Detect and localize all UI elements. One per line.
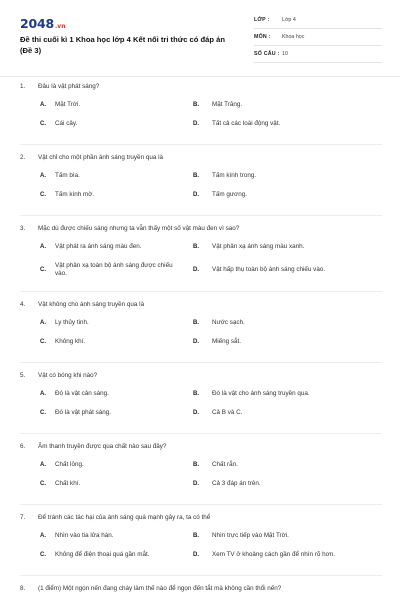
option-text: Vật phát ra ánh sáng màu đen. xyxy=(55,243,142,251)
option-letter: B. xyxy=(193,244,199,251)
option-letter: B. xyxy=(193,533,199,540)
option-d[interactable] xyxy=(193,337,382,348)
option-text: Nhìn vào tia lửa hàn. xyxy=(55,532,114,540)
question-text xyxy=(20,442,382,451)
meta-value: Lớp 4 xyxy=(282,17,296,23)
question-stem: (1 điểm) Một ngọn nến đang cháy làm thế nào để ngọn đến tắt mà không cần thổi nến? xyxy=(38,585,282,592)
option-row xyxy=(20,389,382,400)
option-text: Đó là vật cho ánh sáng truyền qua. xyxy=(212,390,310,398)
option-b[interactable] xyxy=(193,531,382,542)
option-letter: B. xyxy=(193,462,199,469)
question-stem: Âm thanh truyền được qua chất nào sau đây? xyxy=(38,443,167,450)
option-letter: C. xyxy=(40,552,46,559)
option-row xyxy=(20,100,382,111)
question-3 xyxy=(20,224,382,279)
question-1 xyxy=(20,80,382,130)
option-row xyxy=(20,119,382,130)
option-text: Ly thủy tinh. xyxy=(55,319,89,327)
question-text xyxy=(20,371,382,380)
option-text: Nước sạch. xyxy=(212,319,245,327)
option-b[interactable] xyxy=(193,460,382,471)
option-a[interactable] xyxy=(20,242,193,253)
option-text: Cả 3 đáp án trên. xyxy=(212,480,261,488)
option-c[interactable] xyxy=(20,119,193,130)
options xyxy=(20,242,382,279)
question-divider xyxy=(20,433,382,434)
option-letter: A. xyxy=(40,173,46,180)
option-letter: C. xyxy=(40,121,46,128)
option-d[interactable] xyxy=(193,550,382,561)
question-divider xyxy=(20,575,382,576)
question-number: 1. xyxy=(20,83,26,90)
option-letter: C. xyxy=(40,266,46,273)
option-text: Tất cả các loài động vật. xyxy=(212,120,281,128)
option-letter: A. xyxy=(40,320,46,327)
meta-label: MÔN : xyxy=(254,34,271,40)
option-text: Vật hấp thụ toàn bộ ánh sáng chiếu vào. xyxy=(212,265,326,273)
option-letter: B. xyxy=(193,102,199,109)
option-text: Miếng sắt. xyxy=(212,338,242,346)
question-text xyxy=(20,300,382,309)
option-a[interactable] xyxy=(20,171,193,182)
option-letter: A. xyxy=(40,391,46,398)
options xyxy=(20,460,382,490)
option-row xyxy=(20,190,382,201)
option-text: Đó là vật phát sáng. xyxy=(55,409,112,417)
option-d[interactable] xyxy=(193,408,382,419)
question-5 xyxy=(20,371,382,419)
option-text: Chất lỏng. xyxy=(55,461,84,469)
option-text: Vật phản xạ ánh sáng màu xanh. xyxy=(212,243,305,251)
question-number: 2. xyxy=(20,154,26,161)
options xyxy=(20,100,382,130)
option-c[interactable] xyxy=(20,408,193,419)
option-row xyxy=(20,531,382,542)
question-divider xyxy=(20,144,382,145)
meta-value: Khoa học xyxy=(282,34,305,40)
option-text: Không để điện thoại quá gần mắt. xyxy=(55,551,150,559)
option-a[interactable] xyxy=(20,318,193,329)
question-text xyxy=(20,584,382,593)
site-logo[interactable] xyxy=(20,16,65,30)
question-divider xyxy=(20,504,382,505)
question-number: 4. xyxy=(20,301,26,308)
meta-row-count xyxy=(254,50,382,63)
option-text: Cái cây. xyxy=(55,120,78,128)
question-list xyxy=(20,80,382,593)
question-4 xyxy=(20,300,382,348)
question-stem: Đâu là vật phát sáng? xyxy=(38,83,100,90)
option-text: Xem TV ở khoảng cách gần để nhìn rõ hơn. xyxy=(212,551,335,559)
option-letter: D. xyxy=(193,339,199,346)
option-row xyxy=(20,242,382,253)
question-number: 5. xyxy=(20,372,26,379)
question-text xyxy=(20,153,382,162)
meta-row-subject xyxy=(254,33,382,46)
option-c[interactable] xyxy=(20,261,193,279)
question-7 xyxy=(20,513,382,561)
option-letter: C. xyxy=(40,410,46,417)
option-a[interactable] xyxy=(20,531,193,542)
option-letter: D. xyxy=(193,410,199,417)
option-row xyxy=(20,408,382,419)
option-c[interactable] xyxy=(20,479,193,490)
option-letter: A. xyxy=(40,244,46,251)
option-a[interactable] xyxy=(20,389,193,400)
options xyxy=(20,531,382,561)
question-divider xyxy=(20,215,382,216)
option-d[interactable] xyxy=(193,479,382,490)
question-8 xyxy=(20,584,382,593)
option-text: Tấm kính trong. xyxy=(212,172,257,180)
question-stem: Vật không cho ánh sáng truyền qua là xyxy=(38,301,145,308)
page-title: Đề thi cuối kì 1 Khoa học lớp 4 Kết nối tri thức có đáp án (Đề 3) xyxy=(20,35,225,55)
question-stem: Mặc dù được chiếu sáng nhưng ta vẫn thấy một số vật màu đen vì sao? xyxy=(38,225,240,232)
option-c[interactable] xyxy=(20,337,193,348)
option-c[interactable] xyxy=(20,190,193,201)
option-letter: D. xyxy=(193,481,199,488)
meta-label: LỚP : xyxy=(254,17,270,23)
option-letter: C. xyxy=(40,192,46,199)
option-row xyxy=(20,318,382,329)
header-divider xyxy=(0,76,400,77)
option-letter: C. xyxy=(40,481,46,488)
option-row xyxy=(20,479,382,490)
logo-suffix: .vn xyxy=(55,23,66,30)
option-row xyxy=(20,171,382,182)
option-b[interactable] xyxy=(193,389,382,400)
question-number: 7. xyxy=(20,514,26,521)
option-letter: A. xyxy=(40,462,46,469)
meta-value: 10 xyxy=(282,51,288,57)
option-row xyxy=(20,337,382,348)
option-a[interactable] xyxy=(20,100,193,111)
options xyxy=(20,389,382,419)
option-letter: D. xyxy=(193,552,199,559)
option-text: Cả B và C. xyxy=(212,409,243,417)
option-letter: A. xyxy=(40,533,46,540)
question-text xyxy=(20,513,382,522)
option-row xyxy=(20,460,382,471)
option-c[interactable] xyxy=(20,550,193,561)
question-number: 3. xyxy=(20,225,26,232)
option-b[interactable] xyxy=(193,318,382,329)
question-2 xyxy=(20,153,382,201)
option-text: Không khí. xyxy=(55,338,86,346)
option-text: Mặt Trời. xyxy=(55,101,81,109)
option-text: Nhìn trực tiếp vào Mặt Trời. xyxy=(212,532,289,540)
question-divider xyxy=(20,362,382,363)
option-text: Tấm gương. xyxy=(212,191,247,199)
option-row xyxy=(20,261,382,279)
question-text xyxy=(20,224,382,233)
option-text: Tấm bìa. xyxy=(55,172,80,180)
question-stem: Vật có bóng khi nào? xyxy=(38,372,98,379)
option-d[interactable] xyxy=(193,119,382,130)
option-b[interactable] xyxy=(193,171,382,182)
option-d[interactable] xyxy=(193,190,382,201)
question-stem: Vật chỉ cho một phần ánh sáng truyền qua là xyxy=(38,154,163,161)
option-text: Chất khí. xyxy=(55,480,81,488)
question-divider xyxy=(20,291,382,292)
option-letter: A. xyxy=(40,102,46,109)
option-text: Tấm kính mờ. xyxy=(55,191,95,199)
meta-row-grade xyxy=(254,16,382,29)
option-letter: C. xyxy=(40,339,46,346)
option-letter: D. xyxy=(193,192,199,199)
option-text: Mặt Trăng. xyxy=(212,101,243,109)
option-letter: D. xyxy=(193,266,199,273)
question-text xyxy=(20,82,382,91)
options xyxy=(20,171,382,201)
question-stem: Để tránh các tác hại của ánh sáng quá mạnh gây ra, ta có thể xyxy=(38,514,211,521)
option-text: Chất rắn. xyxy=(212,461,238,469)
document-header xyxy=(20,16,382,72)
options xyxy=(20,318,382,348)
meta-label: SỐ CÂU : xyxy=(254,51,280,57)
option-row xyxy=(20,550,382,561)
option-d[interactable] xyxy=(193,261,382,279)
option-text: Đó là vật cản sáng. xyxy=(55,390,109,398)
question-number: 8. xyxy=(20,585,26,592)
option-letter: B. xyxy=(193,391,199,398)
option-b[interactable] xyxy=(193,242,382,253)
option-letter: B. xyxy=(193,320,199,327)
option-text: Vật phản xạ toàn bộ ánh sáng được chiếu vào. xyxy=(55,261,173,277)
exam-meta xyxy=(254,16,382,67)
question-number: 6. xyxy=(20,443,26,450)
option-b[interactable] xyxy=(193,100,382,111)
option-letter: D. xyxy=(193,121,199,128)
option-a[interactable] xyxy=(20,460,193,471)
logo-main: 2048 xyxy=(20,16,54,31)
option-letter: B. xyxy=(193,173,199,180)
question-6 xyxy=(20,442,382,490)
